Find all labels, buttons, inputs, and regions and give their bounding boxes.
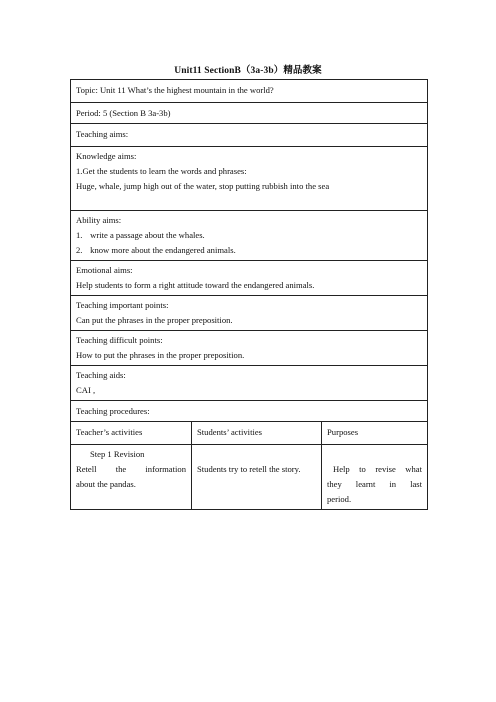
document-title: Unit11 SectionB（3a-3b）精品教案 [174, 66, 322, 76]
ability-aims-heading: Ability aims: [76, 215, 122, 225]
important-points-text: Can put the phrases in the proper preposition. [76, 315, 233, 325]
step-1-row [71, 445, 428, 510]
knowledge-aims-heading: Knowledge aims: [76, 151, 137, 161]
teaching-aids-row [71, 366, 428, 401]
difficult-points-row [71, 331, 428, 366]
emotional-aims-heading: Emotional aims: [76, 265, 133, 275]
topic-text: Topic: Unit 11 What’s the highest mountain in the world? [76, 85, 274, 95]
emotional-aims-row [71, 261, 428, 296]
list-number: 1. [76, 230, 83, 240]
list-number: 2. [76, 245, 83, 255]
knowledge-aims-row [71, 147, 428, 211]
ability-aims-row [71, 211, 428, 261]
column-header-row [71, 422, 428, 445]
difficult-points-heading: Teaching difficult points: [76, 335, 163, 345]
lesson-plan-table [70, 79, 428, 510]
purpose-line-2: they learnt in last [327, 479, 423, 489]
knowledge-aims-line-1: 1.Get the students to learn the words and phrases: [76, 166, 247, 176]
teacher-activity-line-1: Retell the information [76, 464, 186, 474]
topic-row [71, 80, 428, 103]
period-row [71, 103, 428, 124]
list-text: know more about the endangered animals. [90, 245, 236, 255]
purpose-line-1: Help to revise what [333, 464, 423, 474]
period-text: Period: 5 (Section B 3a-3b) [76, 108, 171, 118]
important-points-heading: Teaching important points: [76, 300, 169, 310]
teaching-aids-heading: Teaching aids: [76, 370, 126, 380]
procedures-heading: Teaching procedures: [76, 406, 150, 416]
blank-space [76, 192, 422, 210]
important-points-row [71, 296, 428, 331]
teaching-aims-heading: Teaching aims: [76, 129, 129, 139]
ability-aim-item [76, 245, 422, 256]
list-text: write a passage about the whales. [90, 230, 205, 240]
step-title: Step 1 Revision [90, 449, 145, 459]
difficult-points-text: How to put the phrases in the proper preposition. [76, 350, 245, 360]
teaching-aims-row [71, 124, 428, 147]
teaching-aids-text: CAI , [76, 385, 96, 395]
teacher-activity-line-2: about the pandas. [76, 479, 136, 489]
knowledge-aims-line-2: Huge, whale, jump high out of the water, stop putting rubbish into the sea [76, 181, 330, 191]
teacher-activities-header: Teacher’s activities [76, 427, 143, 437]
students-activity-text: Students try to retell the story. [197, 464, 301, 474]
emotional-aims-text: Help students to form a right attitude toward the endangered animals. [76, 280, 315, 290]
procedures-row [71, 401, 428, 422]
purpose-line-3: period. [327, 494, 352, 504]
purposes-header: Purposes [327, 427, 359, 437]
students-activities-header: Students’ activities [197, 427, 262, 437]
ability-aim-item [76, 230, 422, 241]
